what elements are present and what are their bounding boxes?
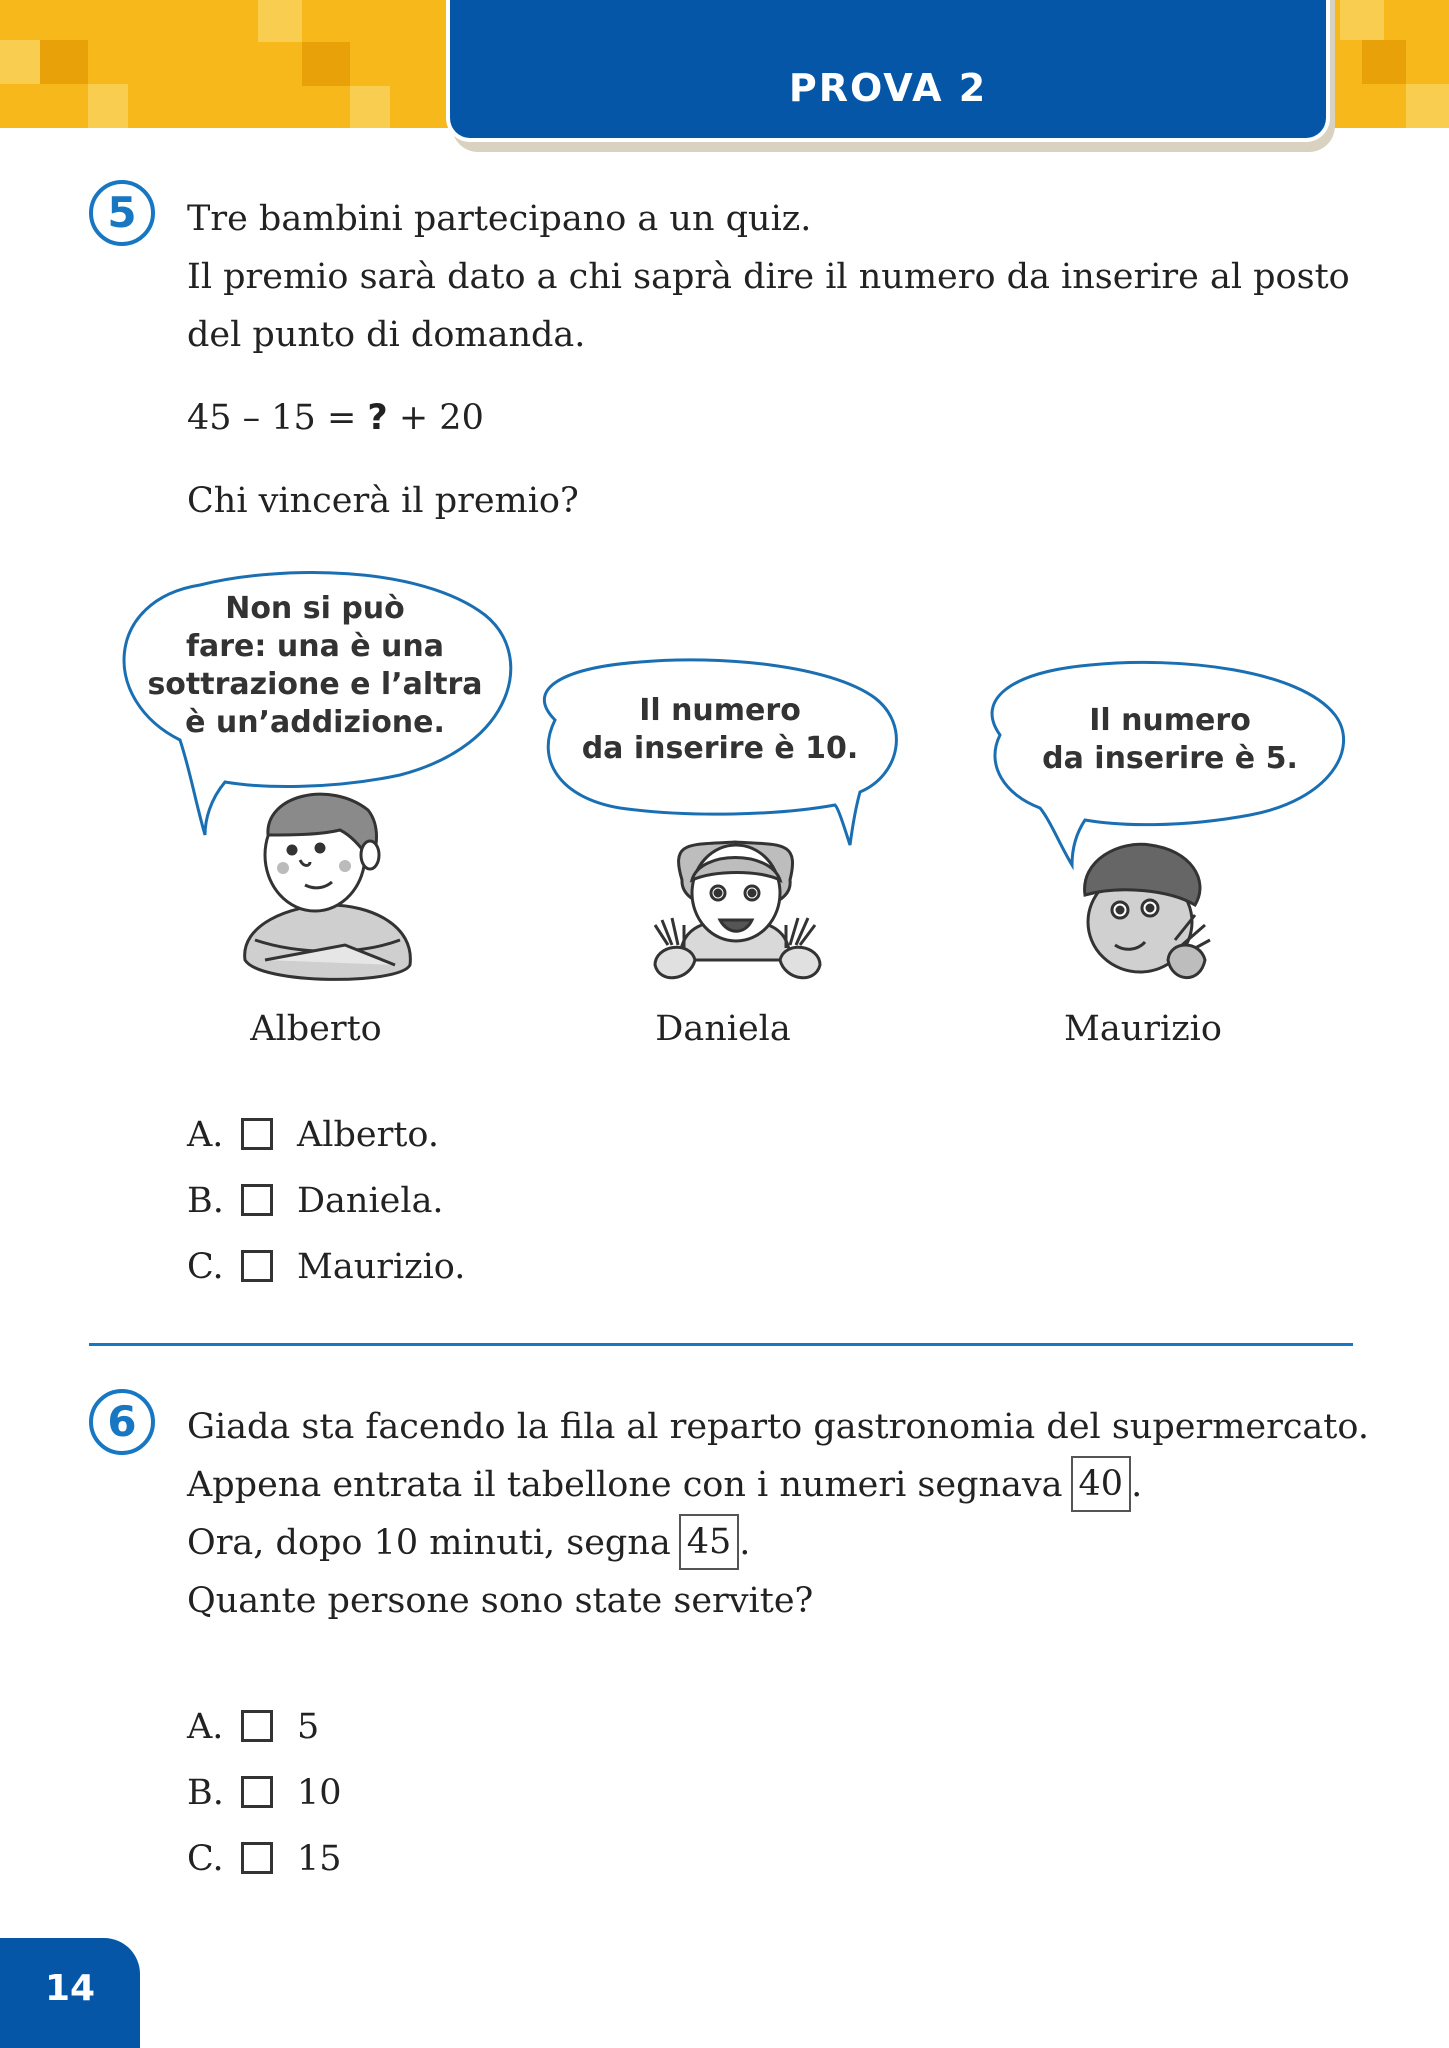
section-divider xyxy=(89,1343,1353,1346)
child-daniela-drawing xyxy=(655,842,820,978)
option-letter: B. xyxy=(187,1773,224,1813)
question-mark: ? xyxy=(367,398,388,438)
page-title: PROVA 2 xyxy=(788,66,988,110)
text-segment: . xyxy=(739,1523,751,1563)
bubble-line: Il numero xyxy=(639,693,801,728)
counter-box-now: 45 xyxy=(679,1514,740,1570)
bubble-line: Non si può xyxy=(225,591,405,626)
option-b[interactable] xyxy=(187,1176,587,1226)
option-label: 10 xyxy=(297,1773,342,1813)
text-segment: Appena entrata il tabellone con i numeri segnava xyxy=(187,1465,1063,1505)
option-checkbox[interactable] xyxy=(241,1842,273,1874)
bubble-line: Il numero xyxy=(1089,703,1251,738)
child-alberto-drawing xyxy=(245,794,411,979)
option-c[interactable] xyxy=(187,1242,587,1292)
option-a[interactable] xyxy=(187,1702,487,1752)
text-segment: . xyxy=(1131,1465,1143,1505)
option-label: Daniela. xyxy=(297,1181,444,1221)
question-prompt: Quante persone sono state servite? xyxy=(187,1581,814,1621)
bubble-line: è un’addizione. xyxy=(185,705,445,740)
option-checkbox[interactable] xyxy=(241,1118,273,1150)
page-number: 14 xyxy=(44,1968,96,2009)
equation-left: 45 – 15 = xyxy=(187,398,368,438)
option-label: 15 xyxy=(297,1839,342,1879)
question-text-line: del punto di domanda. xyxy=(187,315,586,355)
option-letter: B. xyxy=(187,1181,224,1221)
question-prompt: Chi vincerà il premio? xyxy=(187,481,579,521)
option-checkbox[interactable] xyxy=(241,1776,273,1808)
equation-right: + 20 xyxy=(387,398,484,438)
option-b[interactable] xyxy=(187,1768,487,1818)
question-number-6: 6 xyxy=(89,1389,155,1455)
character-name-alberto: Alberto xyxy=(250,1009,382,1049)
option-label: Maurizio. xyxy=(297,1247,466,1287)
character-name-maurizio: Maurizio xyxy=(1064,1009,1222,1049)
text-segment: Ora, dopo 10 minuti, segna xyxy=(187,1523,671,1563)
bubble-line: fare: una è una xyxy=(185,629,445,664)
child-maurizio-drawing xyxy=(1085,844,1210,977)
option-checkbox[interactable] xyxy=(241,1184,273,1216)
question-text-line: Giada sta facendo la fila al reparto gastronomia del supermercato. xyxy=(187,1407,1369,1447)
option-a[interactable] xyxy=(187,1110,587,1160)
bubble-text-alberto xyxy=(130,590,500,742)
option-letter: A. xyxy=(187,1707,224,1747)
question-text-line xyxy=(187,1514,750,1573)
option-letter: C. xyxy=(187,1839,224,1879)
option-label: 5 xyxy=(297,1707,320,1747)
option-c[interactable] xyxy=(187,1834,487,1884)
bubble-text-maurizio xyxy=(1010,702,1330,778)
bubble-text-daniela xyxy=(560,692,880,768)
question-text-line xyxy=(187,1456,1142,1515)
option-checkbox[interactable] xyxy=(241,1250,273,1282)
counter-box-start: 40 xyxy=(1071,1456,1132,1512)
option-letter: A. xyxy=(187,1115,224,1155)
option-label: Alberto. xyxy=(297,1115,439,1155)
bubble-line: da inserire è 5. xyxy=(1042,741,1298,776)
question-text-line: Tre bambini partecipano a un quiz. xyxy=(187,199,812,239)
question-number-5: 5 xyxy=(89,180,155,246)
question-text-line: Il premio sarà dato a chi saprà dire il numero da inserire al posto xyxy=(187,257,1350,297)
option-letter: C. xyxy=(187,1247,224,1287)
character-name-daniela: Daniela xyxy=(655,1009,791,1049)
option-checkbox[interactable] xyxy=(241,1710,273,1742)
bubble-line: da inserire è 10. xyxy=(581,731,859,766)
bubble-line: sottrazione e l’altra xyxy=(147,667,483,702)
